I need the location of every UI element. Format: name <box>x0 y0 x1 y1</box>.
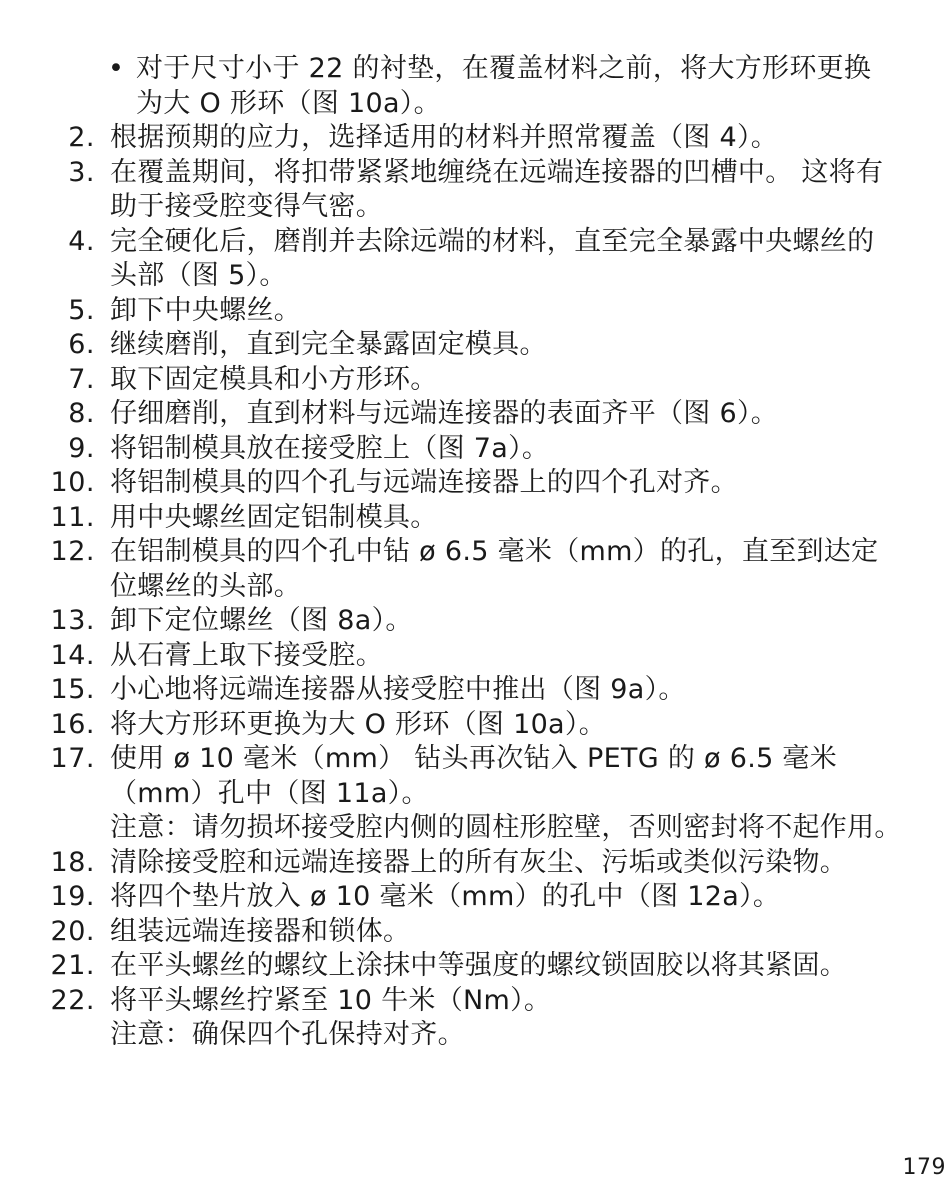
item-text-line: 位螺丝的头部。 <box>110 570 302 602</box>
list-item <box>0 915 950 950</box>
list-item <box>0 846 950 881</box>
item-text-line: 卸下定位螺丝（图 8a）。 <box>110 605 413 636</box>
note-text: 注意：确保四个孔保持对齐。 <box>110 1019 465 1050</box>
list-item <box>0 742 950 777</box>
item-text-line: （mm）孔中（图 11a）。 <box>110 777 429 809</box>
bullet-symbol: • <box>108 53 124 84</box>
item-text-line: 将平头螺丝拧紧至 10 牛米（Nm）。 <box>110 984 552 1016</box>
item-text-line: 完全硬化后，磨削并去除远端的材料，直至完全暴露中央螺丝的 <box>110 225 875 257</box>
bullet-text-line: 为大 O 形环（图 10a）。 <box>136 87 441 119</box>
item-number: 20. <box>50 915 95 947</box>
list-item <box>0 673 950 708</box>
item-text-line: 将铝制模具的四个孔与远端连接器上的四个孔对齐。 <box>110 467 738 498</box>
item-text-line: 头部（图 5）。 <box>110 260 287 291</box>
page-number: 179 <box>902 1155 946 1180</box>
item-text-line: 从石膏上取下接受腔。 <box>110 639 383 671</box>
item-text-line: 在铝制模具的四个孔中钻 ø 6.5 毫米（mm）的孔，直至到达定 <box>110 536 879 567</box>
item-number: 22. <box>50 984 95 1016</box>
list-item <box>0 466 950 501</box>
item-number: 21. <box>50 950 95 981</box>
list-item-continued <box>0 777 950 812</box>
item-number: 13. <box>50 605 95 636</box>
list-item <box>0 121 950 156</box>
list-item <box>0 708 950 743</box>
list-item-continued <box>0 259 950 294</box>
item-number: 7. <box>68 363 95 395</box>
item-number: 4. <box>68 225 95 257</box>
list-item <box>0 604 950 639</box>
item-text-line: 助于接受腔变得气密。 <box>110 191 383 222</box>
item-number: 19. <box>50 881 95 912</box>
item-text-line: 在平头螺丝的螺纹上涂抹中等强度的螺纹锁固胶以将其紧固。 <box>110 950 848 981</box>
item-text-line: 用中央螺丝固定铝制模具。 <box>110 501 438 533</box>
instruction-list <box>0 52 950 1053</box>
note-text: 注意：请勿损坏接受腔内侧的圆柱形腔壁，否则密封将不起作用。 <box>110 812 902 843</box>
list-item-continued <box>0 570 950 605</box>
note <box>0 1018 950 1053</box>
bullet-text-line: 对于尺寸小于 22 的衬垫，在覆盖材料之前，将大方形环更换 <box>136 53 872 84</box>
item-text-line: 使用 ø 10 毫米（mm） 钻头再次钻入 PETG 的 ø 6.5 毫米 <box>110 743 838 774</box>
bullet-item-continued <box>0 87 950 122</box>
item-text-line: 继续磨削，直到完全暴露固定模具。 <box>110 329 547 360</box>
item-text-line: 仔细磨削，直到材料与远端连接器的表面齐平（图 6）。 <box>110 398 779 429</box>
item-text-line: 取下固定模具和小方形环。 <box>110 363 438 395</box>
list-item <box>0 984 950 1019</box>
item-number: 6. <box>68 329 95 360</box>
list-item <box>0 397 950 432</box>
item-text-line: 将四个垫片放入 ø 10 毫米（mm）的孔中（图 12a）。 <box>110 881 781 912</box>
item-number: 9. <box>68 432 95 464</box>
item-text-line: 卸下中央螺丝。 <box>110 294 302 326</box>
item-text-line: 将铝制模具放在接受腔上（图 7a）。 <box>110 432 550 464</box>
list-item <box>0 639 950 674</box>
item-number: 10. <box>50 467 95 498</box>
list-item <box>0 432 950 467</box>
item-text-line: 根据预期的应力，选择适用的材料并照常覆盖（图 4）。 <box>110 122 779 153</box>
item-number: 15. <box>50 674 95 705</box>
list-item <box>0 294 950 329</box>
list-item <box>0 880 950 915</box>
list-item <box>0 363 950 398</box>
list-item <box>0 225 950 260</box>
item-text-line: 将大方形环更换为大 O 形环（图 10a）。 <box>110 708 607 740</box>
item-number: 14. <box>50 639 95 671</box>
item-number: 18. <box>50 846 95 878</box>
item-number: 2. <box>68 122 95 153</box>
item-text-line: 小心地将远端连接器从接受腔中推出（图 9a）。 <box>110 674 686 705</box>
list-item <box>0 328 950 363</box>
item-number: 16. <box>50 708 95 740</box>
bullet-item <box>0 52 950 87</box>
list-item-continued <box>0 190 950 225</box>
item-number: 17. <box>50 743 95 774</box>
item-number: 12. <box>50 536 95 567</box>
item-text-line: 清除接受腔和远端连接器上的所有灰尘、污垢或类似污染物。 <box>110 846 848 878</box>
item-number: 8. <box>68 398 95 429</box>
item-text-line: 组装远端连接器和锁体。 <box>110 915 411 947</box>
item-text-line: 在覆盖期间，将扣带紧紧地缠绕在远端连接器的凹槽中。 这将有 <box>110 156 884 188</box>
list-item <box>0 501 950 536</box>
list-item <box>0 949 950 984</box>
list-item <box>0 535 950 570</box>
list-item <box>0 156 950 191</box>
item-number: 5. <box>68 294 95 326</box>
item-number: 3. <box>68 156 95 188</box>
note <box>0 811 950 846</box>
item-number: 11. <box>50 501 95 533</box>
